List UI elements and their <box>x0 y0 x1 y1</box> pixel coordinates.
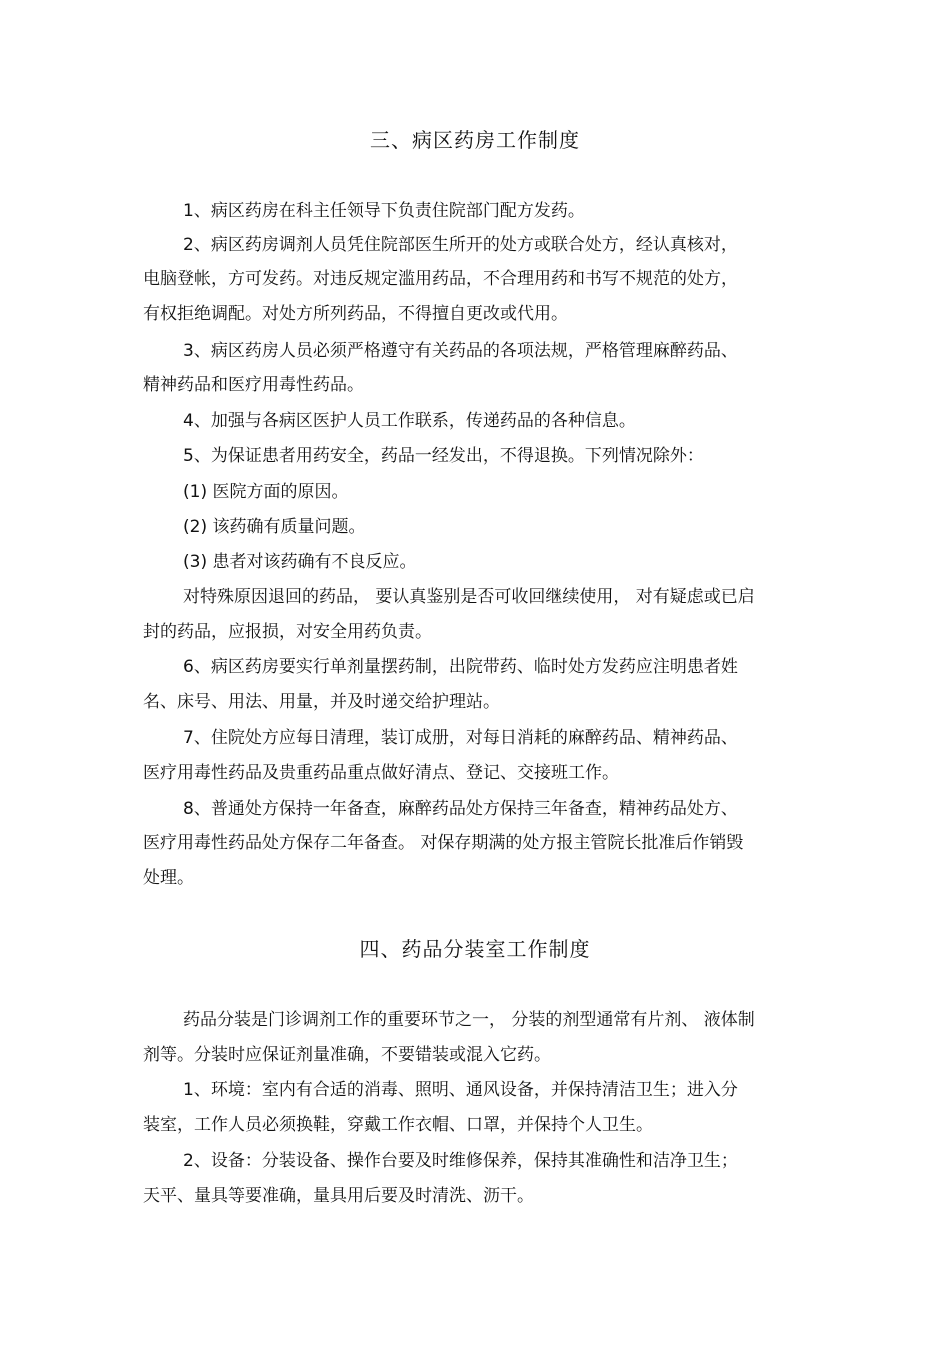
paragraph-line: 药品分装是门诊调剂工作的重要环节之一， 分装的剂型通常有片剂、 液体制 <box>183 1010 755 1030</box>
paragraph-line: 2、病区药房调剂人员凭住院部医生所开的处方或联合处方，经认真核对， <box>183 235 738 255</box>
paragraph-line: 有权拒绝调配。对处方所列药品，不得擅自更改或代用。 <box>143 304 568 324</box>
paragraph-line: 7、住院处方应每日清理，装订成册，对每日消耗的麻醉药品、精神药品、 <box>183 728 738 748</box>
paragraph-line: 3、病区药房人员必须严格遵守有关药品的各项法规，严格管理麻醉药品、 <box>183 341 738 361</box>
paragraph-line: 天平、量具等要准确，量具用后要及时清洗、沥干。 <box>143 1186 534 1206</box>
paragraph-line: 4、加强与各病区医护人员工作联系，传递药品的各种信息。 <box>183 411 636 431</box>
paragraph-line: 5、为保证患者用药安全，药品一经发出，不得退换。下列情况除外： <box>183 446 704 466</box>
paragraph-line: 1、病区药房在科主任领导下负责住院部门配方发药。 <box>183 201 585 221</box>
paragraph-line: 剂等。分装时应保证剂量准确，不要错装或混入它药。 <box>143 1045 551 1065</box>
paragraph-line: 精神药品和医疗用毒性药品。 <box>143 375 364 395</box>
paragraph-line: 医疗用毒性药品及贵重药品重点做好清点、登记、交接班工作。 <box>143 763 619 783</box>
paragraph-line: 对特殊原因退回的药品， 要认真鉴别是否可收回继续使用， 对有疑虑或已启 <box>183 587 755 607</box>
paragraph-line: 处理。 <box>143 868 194 888</box>
paragraph-line: 2、设备：分装设备、操作台要及时维修保养，保持其准确性和洁净卫生； <box>183 1151 738 1171</box>
list-item: (1) 医院方面的原因。 <box>183 482 349 502</box>
paragraph-line: 6、病区药房要实行单剂量摆药制，出院带药、临时处方发药应注明患者姓 <box>183 657 738 677</box>
paragraph-line: 8、普通处方保持一年备查，麻醉药品处方保持三年备查，精神药品处方、 <box>183 799 738 819</box>
section-3-title: 三、病区药房工作制度 <box>370 128 580 152</box>
paragraph-line: 医疗用毒性药品处方保存二年备查。 对保存期满的处方报主管院长批准后作销毁 <box>143 833 744 853</box>
list-item: (2) 该药确有质量问题。 <box>183 517 366 537</box>
paragraph-line: 1、环境：室内有合适的消毒、照明、通风设备，并保持清洁卫生；进入分 <box>183 1080 738 1100</box>
paragraph-line: 封的药品，应报损，对安全用药负责。 <box>143 622 432 642</box>
paragraph-line: 名、床号、用法、用量，并及时递交给护理站。 <box>143 692 500 712</box>
section-4-title: 四、药品分装室工作制度 <box>359 937 591 961</box>
list-item: (3) 患者对该药确有不良反应。 <box>183 552 417 572</box>
paragraph-line: 装室，工作人员必须换鞋，穿戴工作衣帽、口罩，并保持个人卫生。 <box>143 1115 653 1135</box>
paragraph-line: 电脑登帐，方可发药。对违反规定滥用药品，不合理用药和书写不规范的处方， <box>143 269 738 289</box>
